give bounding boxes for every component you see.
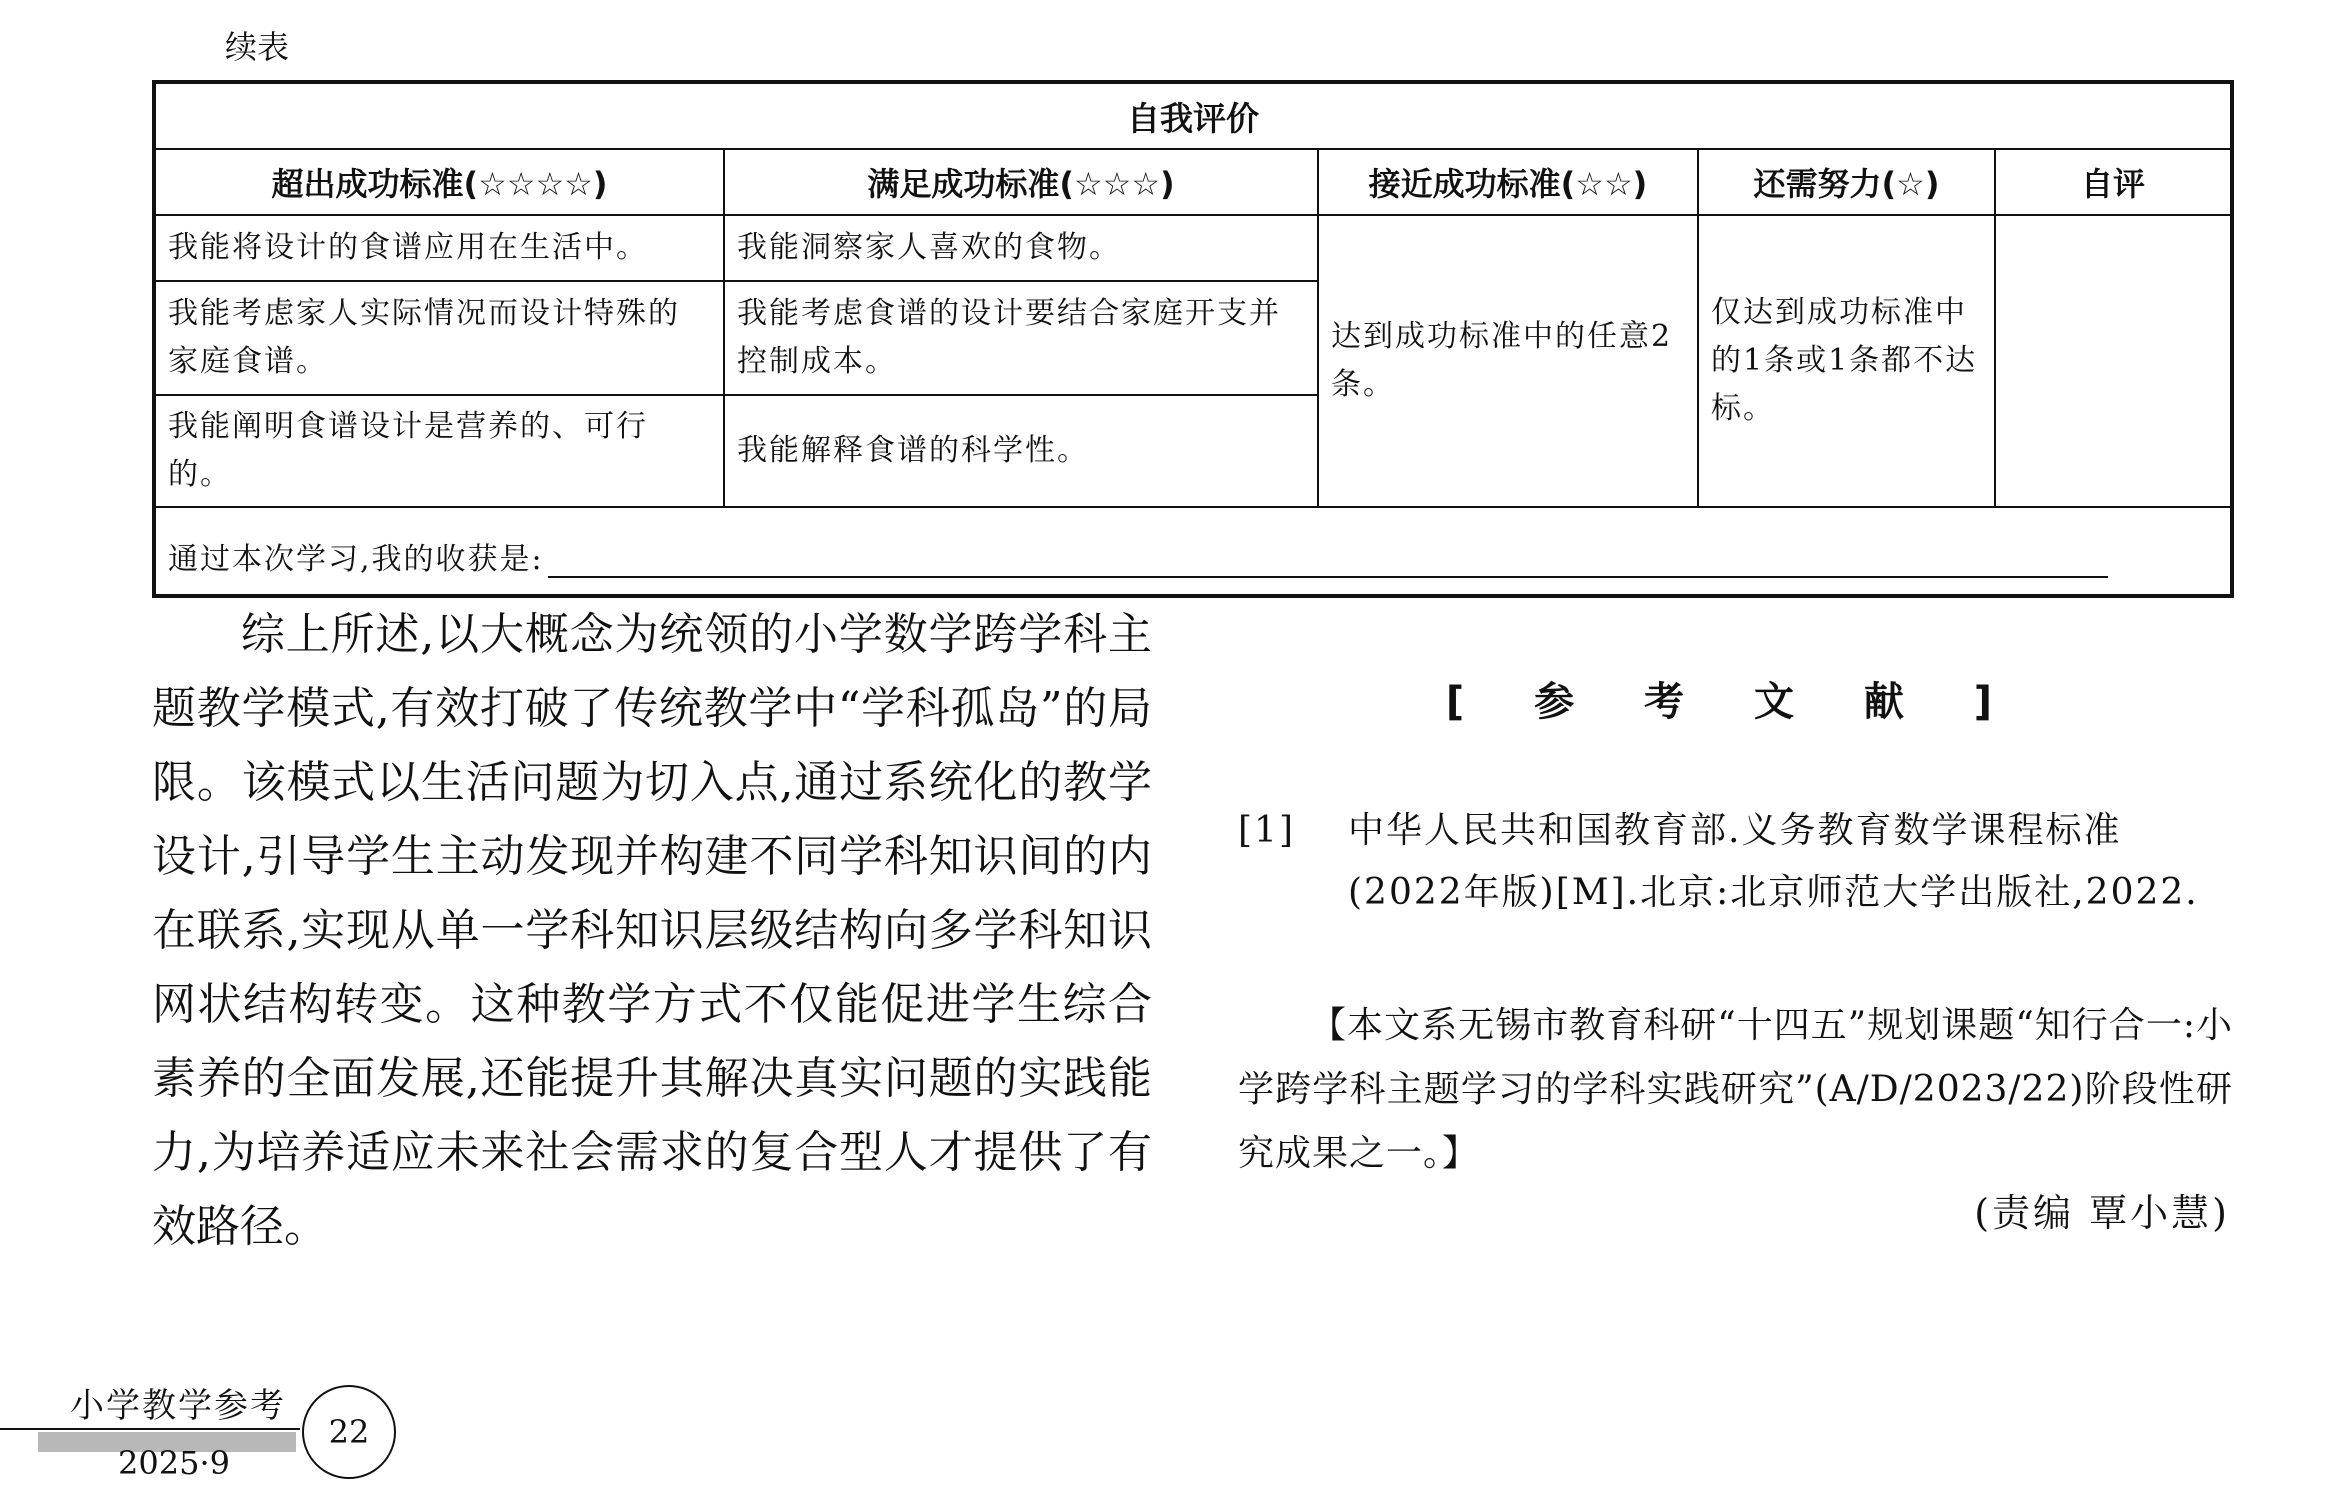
continued-label: 续表 <box>225 28 290 66</box>
table-cell: 我能解释食谱的科学性。 <box>724 395 1318 507</box>
table-cell: 我能考虑食谱的设计要结合家庭开支并控制成本。 <box>724 281 1318 395</box>
header-approaching: 接近成功标准(☆☆) <box>1318 149 1698 215</box>
self-evaluation-table <box>152 80 2234 598</box>
self-rating-cell <box>1995 215 2232 507</box>
learning-gain-row <box>154 507 2232 596</box>
table-cell: 我能洞察家人喜欢的食物。 <box>724 215 1318 281</box>
reference-text: 中华人民共和国教育部.义务教育数学课程标准(2022年版)[M].北京:北京师范大学出版社,2022. <box>1348 810 2199 913</box>
table-cell: 我能考虑家人实际情况而设计特殊的家庭食谱。 <box>154 281 724 395</box>
page-number: 22 <box>302 1385 396 1479</box>
table-cell: 我能阐明食谱设计是营养的、可行的。 <box>154 395 724 507</box>
needs-effort-criteria: 仅达到成功标准中的1条或1条都不达标。 <box>1698 215 1995 507</box>
reference-item <box>1238 800 2233 924</box>
journal-name: 小学教学参考 <box>70 1386 286 1426</box>
table-cell: 我能将设计的食谱应用在生活中。 <box>154 215 724 281</box>
table-title: 自我评价 <box>154 82 2232 149</box>
fund-note: 【本文系无锡市教育科研“十四五”规划课题“知行合一:小学跨学科主题学习的学科实践研究”(A/D/2023/22)阶段性研究成果之一。】 <box>1238 1005 2233 1174</box>
body-paragraph-text: 综上所述,以大概念为统领的小学数学跨学科主题教学模式,有效打破了传统教学中“学科孤岛”的局限。该模式以生活问题为切入点,通过系统化的教学设计,引导学生主动发现并构建不同学科知识间的内在联系,实现从单一学科知识层级结构向多学科知识网状结构转变。这种教学方式不仅能促进学生综合素养的全面发展,还能提升其解决真实问题的实践能力,为培养适应未来社会需求的复合型人才提供了有效路径。 <box>152 609 1152 1252</box>
header-meets: 满足成功标准(☆☆☆) <box>724 149 1318 215</box>
approaching-criteria: 达到成功标准中的任意2条。 <box>1318 215 1698 507</box>
footer-rule <box>0 1428 300 1430</box>
reference-number: [1] <box>1238 810 1295 851</box>
editor-credit: (责编 覃小慧) <box>1974 1191 2230 1235</box>
header-self-rating: 自评 <box>1995 149 2232 215</box>
answer-line <box>548 542 2108 578</box>
references-title: [ 参 考 文 献 ] <box>1445 679 2021 725</box>
body-paragraph <box>152 598 1152 1264</box>
header-exceeds: 超出成功标准(☆☆☆☆) <box>154 149 724 215</box>
header-needs-effort: 还需努力(☆) <box>1698 149 1995 215</box>
issue-date: 2025·9 <box>118 1444 230 1482</box>
learning-gain-label: 通过本次学习,我的收获是: <box>168 542 544 577</box>
